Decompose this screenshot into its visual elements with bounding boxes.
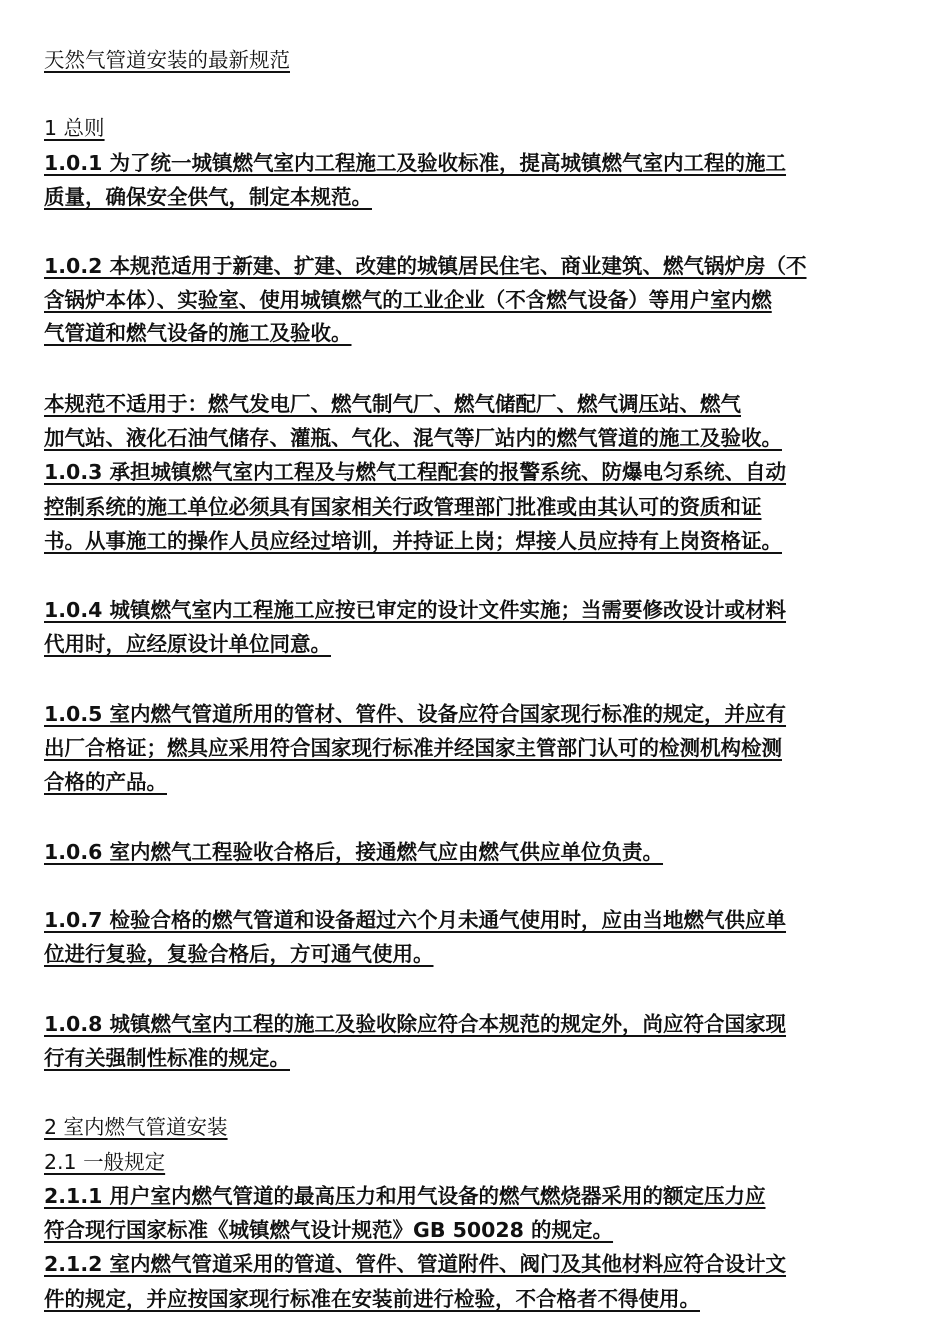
clause-1-0-4-line-2: 代用时，应经原设计单位同意。 xyxy=(44,632,331,656)
clause-1-0-2-line-1: 1.0.2 本规范适用于新建、扩建、改建的城镇居民住宅、商业建筑、燃气锅炉房（不 xyxy=(44,254,807,278)
section-heading: 1 总则 xyxy=(44,116,105,140)
clause-1-0-4-line-1: 1.0.4 城镇燃气室内工程施工应按已审定的设计文件实施；当需要修改设计或材料 xyxy=(44,598,787,622)
clause-1-0-6: 1.0.6 室内燃气工程验收合格后，接通燃气应由燃气供应单位负责。 xyxy=(44,840,664,864)
exclusion-line-2: 加气站、液化石油气储存、灌瓶、气化、混气等厂站内的燃气管道的施工及验收。 xyxy=(44,426,782,450)
clause-1-0-7-line-2: 位进行复验，复验合格后，方可通气使用。 xyxy=(44,942,434,966)
clause-1-0-8-line-2: 行有关强制性标准的规定。 xyxy=(44,1046,290,1070)
clause-1-0-3-line-1: 1.0.3 承担城镇燃气室内工程及与燃气工程配套的报警系统、防爆电匀系统、自动 xyxy=(44,460,787,484)
clause-1-0-2-line-3: 气管道和燃气设备的施工及验收。 xyxy=(44,321,352,345)
section-heading: 2 室内燃气管道安装 xyxy=(44,1115,228,1139)
clause-1-0-5-line-1: 1.0.5 室内燃气管道所用的管材、管件、设备应符合国家现行标准的规定，并应有 xyxy=(44,702,787,726)
clause-1-0-1-line-2: 质量，确保安全供气，制定本规范。 xyxy=(44,185,372,209)
document-title: 天然气管道安装的最新规范 xyxy=(44,48,290,72)
clause-1-0-5-line-3: 合格的产品。 xyxy=(44,770,167,794)
clause-1-0-7-line-1: 1.0.7 检验合格的燃气管道和设备超过六个月未通气使用时，应由当地燃气供应单 xyxy=(44,908,787,932)
clause-1-0-3-line-3: 书。从事施工的操作人员应经过培训，并持证上岗；焊接人员应持有上岗资格证。 xyxy=(44,529,782,553)
clause-2-1-1-line-1: 2.1.1 用户室内燃气管道的最高压力和用气设备的燃气燃烧器采用的额定压力应 xyxy=(44,1184,766,1208)
exclusion-line-1: 本规范不适用于：燃气发电厂、燃气制气厂、燃气储配厂、燃气调压站、燃气 xyxy=(44,392,741,416)
clause-1-0-3-line-2: 控制系统的施工单位必须具有国家相关行政管理部门批准或由其认可的资质和证 xyxy=(44,495,762,519)
clause-1-0-2-line-2: 含锅炉本体）、实验室、使用城镇燃气的工业企业（不含燃气设备）等用户室内燃 xyxy=(44,288,772,312)
clause-2-1-1-line-2: 符合现行国家标准《城镇燃气设计规范》GB 50028 的规定。 xyxy=(44,1218,614,1242)
clause-2-1-2-line-1: 2.1.2 室内燃气管道采用的管道、管件、管道附件、阀门及其他材料应符合设计文 xyxy=(44,1252,787,1276)
clause-1-0-5-line-2: 出厂合格证；燃具应采用符合国家现行标准并经国家主管部门认可的检测机构检测 xyxy=(44,736,782,760)
clause-1-0-8-line-1: 1.0.8 城镇燃气室内工程的施工及验收除应符合本规范的规定外，尚应符合国家现 xyxy=(44,1012,787,1036)
clause-2-1-2-line-2: 件的规定，并应按国家现行标准在安装前进行检验，不合格者不得使用。 xyxy=(44,1287,700,1311)
clause-1-0-1-line-1: 1.0.1 为了统一城镇燃气室内工程施工及验收标准，提高城镇燃气室内工程的施工 xyxy=(44,151,787,175)
subsection-heading: 2.1 一般规定 xyxy=(44,1150,166,1174)
